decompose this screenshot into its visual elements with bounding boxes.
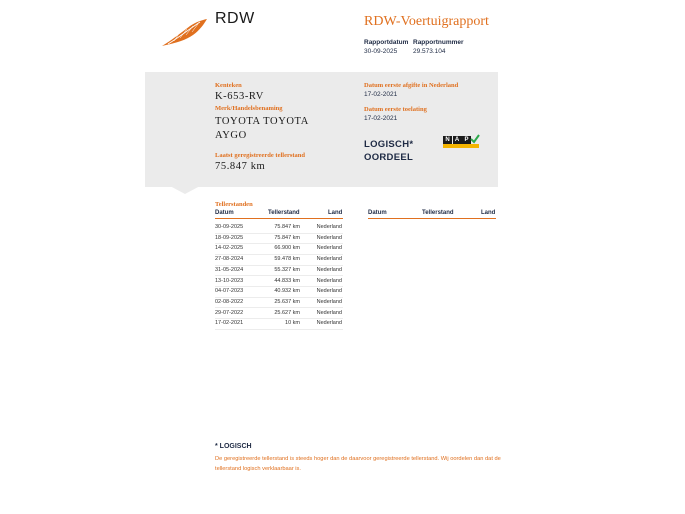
- odometer-label: Laatst geregistreerde tellerstand: [215, 152, 306, 159]
- plate-label: Kenteken: [215, 82, 242, 89]
- row-km: 75.847 km: [274, 224, 300, 230]
- row-km: 40.932 km: [274, 288, 300, 295]
- rdw-feather-logo: [160, 18, 208, 48]
- row-km: 25.627 km: [274, 309, 300, 316]
- footnote-text: De geregistreerde tellerstand is steeds hoger dan de daarvoor geregistreerde tellerstand. Wij oordelen dan dat de tellerstand logisch verklaarbaar is.: [215, 456, 501, 472]
- nap-letter-p: P: [462, 136, 471, 144]
- plate-value: K-653-RV: [215, 91, 264, 102]
- row-km: 59.478 km: [274, 256, 300, 263]
- row-land: Nederland: [316, 266, 342, 273]
- row-km: 10 km: [285, 320, 300, 327]
- row-date: 13-10-2023: [215, 277, 244, 284]
- col-land-header-2: Land: [481, 210, 496, 216]
- report-date: 30-09-2025: [364, 48, 398, 55]
- report-date-label: Rapportdatum: [364, 39, 409, 46]
- row-date: 29-07-2022: [215, 309, 244, 316]
- odometer-value: 75.847 km: [215, 161, 266, 172]
- first-issue-nl-value: 17-02-2021: [364, 91, 398, 98]
- row-km: 75.847 km: [274, 234, 300, 241]
- table-header-rule-2: [368, 218, 496, 219]
- row-land: Nederland: [316, 288, 342, 295]
- row-land: Nederland: [316, 298, 342, 305]
- table-row: [215, 318, 343, 330]
- row-km: 66.900 km: [274, 245, 300, 252]
- vehicle-info-panel: [145, 72, 498, 187]
- row-land: Nederland: [316, 277, 342, 284]
- nap-badge: [443, 136, 479, 149]
- row-land: Nederland: [316, 245, 342, 252]
- nap-letter-a: A: [453, 136, 462, 144]
- verdict: [364, 138, 413, 164]
- row-date: 17-02-2021: [215, 320, 244, 327]
- col-date-header-2: Datum: [368, 210, 387, 216]
- row-land: Nederland: [316, 224, 342, 230]
- col-land-header: Land: [328, 210, 343, 216]
- first-admission-value: 17-02-2021: [364, 115, 398, 122]
- report-number-label: Rapportnummer: [413, 39, 464, 46]
- row-km: 44.833 km: [274, 277, 300, 284]
- make-line2: AYGO: [215, 130, 247, 141]
- make-label: Merk/Handelsbenaming: [215, 105, 283, 112]
- brand-name: RDW: [215, 10, 255, 27]
- check-icon: [470, 134, 480, 144]
- row-km: 25.637 km: [274, 298, 300, 305]
- row-date: 04-07-2023: [215, 288, 244, 295]
- row-date: 31-05-2024: [215, 266, 244, 273]
- footnote-title: * LOGISCH: [215, 443, 252, 450]
- mileage-title: Tellerstanden: [215, 201, 253, 208]
- row-land: Nederland: [316, 320, 342, 327]
- nap-bar: [443, 144, 479, 148]
- col-date-header: Datum: [215, 210, 234, 216]
- row-land: Nederland: [316, 234, 342, 241]
- row-land: Nederland: [316, 256, 342, 263]
- make-line1: TOYOTA TOYOTA: [215, 116, 309, 127]
- row-date: 14-02-2025: [215, 245, 244, 252]
- report-number: 29.573.104: [413, 48, 446, 55]
- verdict-line2: OORDEEL: [364, 152, 414, 163]
- verdict-line1: LOGISCH*: [364, 139, 414, 150]
- row-date: 02-08-2022: [215, 298, 244, 305]
- row-date: 30-09-2025: [215, 224, 244, 230]
- panel-notch: [170, 186, 200, 194]
- first-issue-nl-label: Datum eerste afgifte in Nederland: [364, 82, 459, 89]
- col-km-header: Tellerstand: [268, 210, 300, 216]
- row-km: 55.327 km: [274, 266, 300, 273]
- col-km-header-2: Tellerstand: [422, 210, 454, 216]
- row-land: Nederland: [316, 309, 342, 316]
- nap-letter-n: N: [443, 136, 452, 144]
- table-header-rule: [215, 218, 343, 219]
- row-date: 27-08-2024: [215, 256, 244, 263]
- first-admission-label: Datum eerste toelating: [364, 106, 427, 113]
- row-date: 18-09-2025: [215, 234, 244, 241]
- report-title: RDW-Voertuigrapport: [364, 14, 489, 29]
